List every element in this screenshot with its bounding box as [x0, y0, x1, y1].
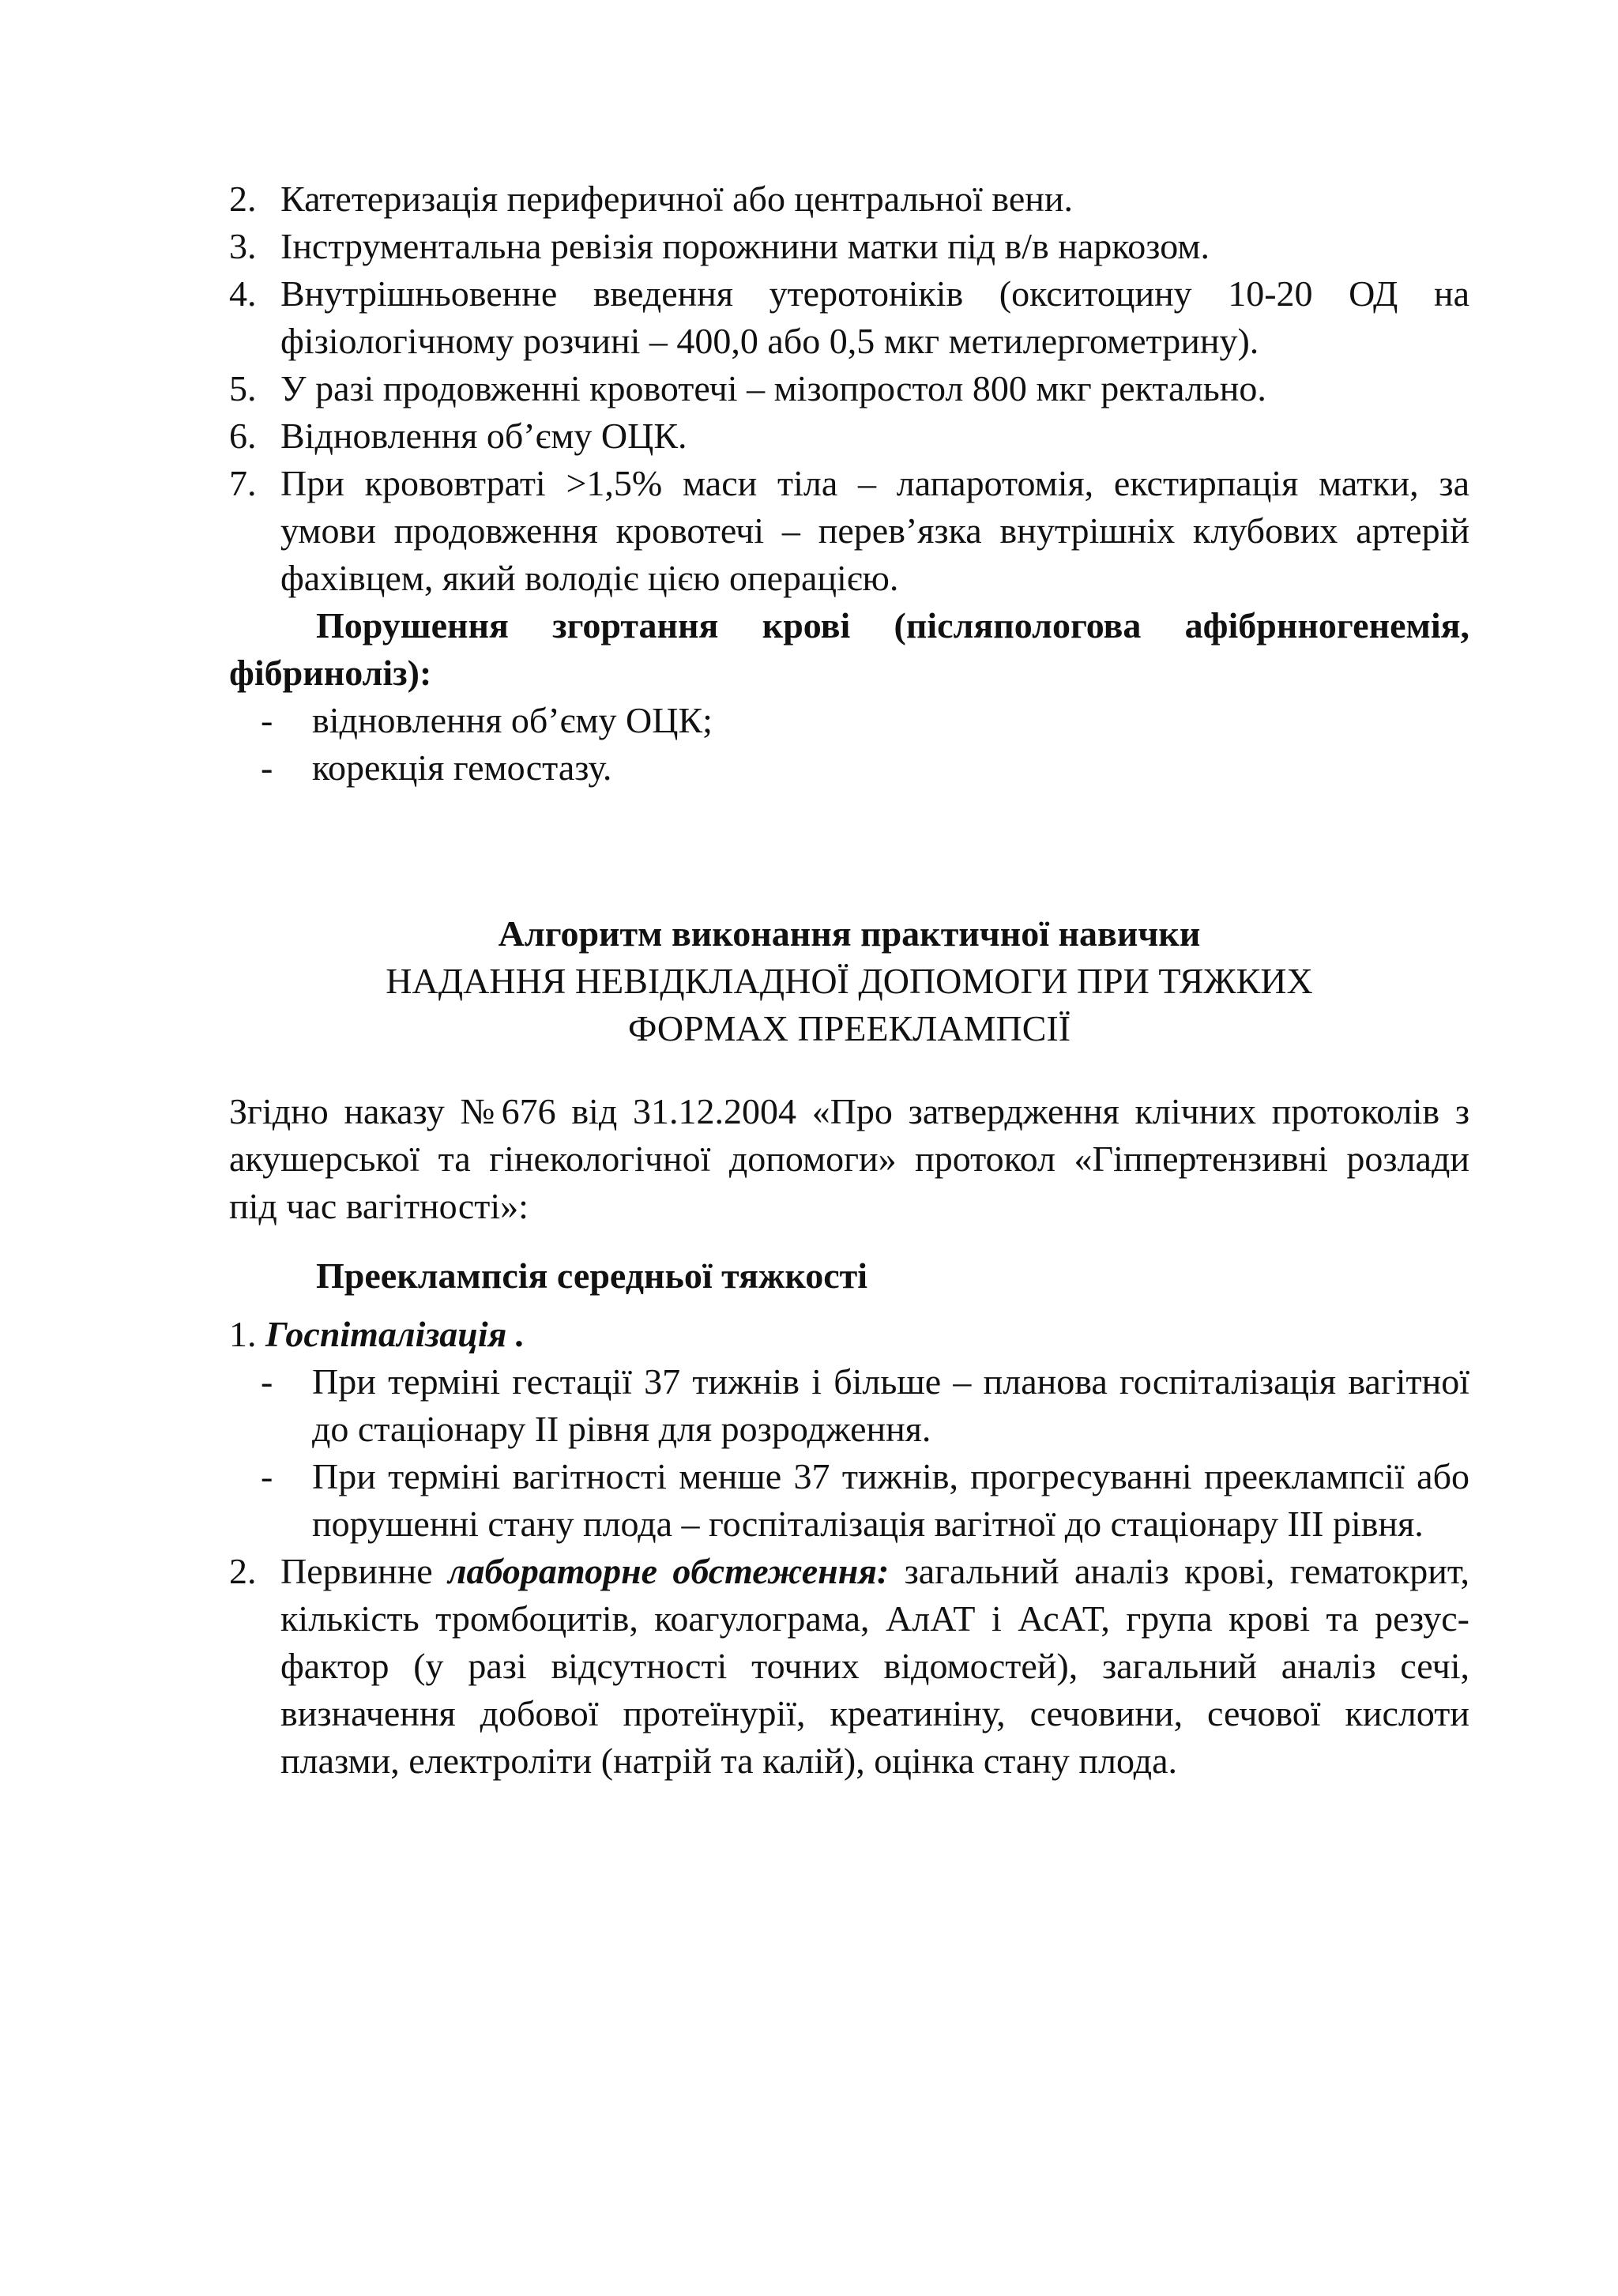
spacer [229, 792, 1469, 910]
list-item [229, 697, 1469, 744]
list-item [229, 460, 1469, 602]
step-2 [229, 1548, 1469, 1785]
list-item [229, 1453, 1469, 1548]
list-item-number: 5. [229, 368, 257, 408]
list-item-number: 7. [229, 463, 257, 503]
spacer [229, 1230, 1469, 1252]
list-item-number: 3. [229, 226, 257, 266]
list-item [229, 365, 1469, 412]
list-item-text: Інструментальна ревізія порожнини матки під в/в наркозом. [280, 226, 1210, 266]
list-item-dash: - [261, 700, 273, 740]
step-prefix: Первинне [280, 1551, 448, 1591]
section-heading: Прееклампсія середньої тяжкості [316, 1255, 868, 1296]
step-label: лабораторне обстеження: [447, 1551, 890, 1591]
step-number: 2. [229, 1551, 257, 1591]
spacer [229, 1052, 1469, 1088]
algorithm-subtitle-line-2: ФОРМАХ ПРЕЕКЛАМПСІЇ [627, 1008, 1071, 1048]
list-item-number: 4. [229, 273, 257, 314]
list-item-dash: - [261, 747, 273, 788]
list-item-text: При терміні вагітності менше 37 тижнів, прогресуванні прееклампсії або порушенні стану плода – госпіталізація вагітної до стаціонару III рівня. [312, 1456, 1469, 1544]
step-2-text [280, 1548, 1469, 1785]
list-item-number: 6. [229, 416, 257, 456]
list-item-text: відновлення об’єму ОЦК; [312, 700, 713, 740]
list-item-text: При крововтраті >1,5% маси тіла – лапаротомія, екстирпація матки, за умови продовження кровотечі – перев’язка внутрішніх клубових артерій фахівцем, який володіє цією операцією. [280, 463, 1469, 598]
list-item-text: Катетеризація периферичної або центральної вени. [280, 179, 1074, 219]
list-item-text: Відновлення об’єму ОЦК. [280, 416, 687, 456]
list-item-dash: - [261, 1361, 273, 1402]
list-item-number: 2. [229, 179, 257, 219]
list-item [229, 744, 1469, 792]
step-body: загальний аналіз крові, гематокрит, кількість тромбоцитів, коагулограма, АлАТ і АсАТ, група крові та резус-фактор (у разі відсутності точних відомостей), загальний аналіз сечі, визначення добової протеїнурії, креатиніну, сечовини, сечової кислоти плазми, електроліти (натрій та калій), оцінка стану плода. [280, 1551, 1470, 1781]
list-item [229, 223, 1469, 270]
numbered-list-top [229, 175, 1469, 602]
list-item-dash: - [261, 1456, 273, 1496]
step-label: Госпіталізація . [265, 1314, 525, 1354]
intro-paragraph: Згідно наказу №676 від 31.12.2004 «Про затвердження клічних протоколів з акушерської та гінекологічної допомоги» протокол «Гіппертензивні розлади під час вагітності»: [229, 1091, 1469, 1226]
coagulation-list [229, 697, 1469, 792]
list-item [229, 270, 1469, 365]
step-number: 1. [229, 1314, 257, 1354]
step-1-heading [229, 1311, 1469, 1358]
spacer [229, 1300, 1469, 1311]
list-item-text: При терміні гестації 37 тижнів і більше – планова госпіталізація вагітної до стаціонару II рівня для розродження. [312, 1361, 1469, 1449]
algorithm-title: Алгоритм виконання практичної навички [498, 913, 1201, 954]
document-page [229, 175, 1469, 1785]
list-item [229, 175, 1469, 223]
algorithm-subtitle-line-1: НАДАННЯ НЕВІДКЛАДНОЇ ДОПОМОГИ ПРИ ТЯЖКИХ [386, 961, 1313, 1001]
coagulation-heading: Порушення згортання крові (післяпологова афібрнногенемія, фібриноліз): [229, 605, 1469, 693]
list-item-text: Внутрішньовенне введення утеротоніків (окситоцину 10-20 ОД на фізіологічному розчині – 400,0 або 0,5 мкг метилергометрину). [280, 273, 1469, 361]
list-item-text: корекція гемостазу. [312, 747, 612, 788]
list-item [229, 1358, 1469, 1453]
step-1 [229, 1311, 1469, 1548]
list-item [229, 412, 1469, 460]
list-item-text: У разі продовженні кровотечі – мізопростол 800 мкг ректально. [280, 368, 1266, 408]
